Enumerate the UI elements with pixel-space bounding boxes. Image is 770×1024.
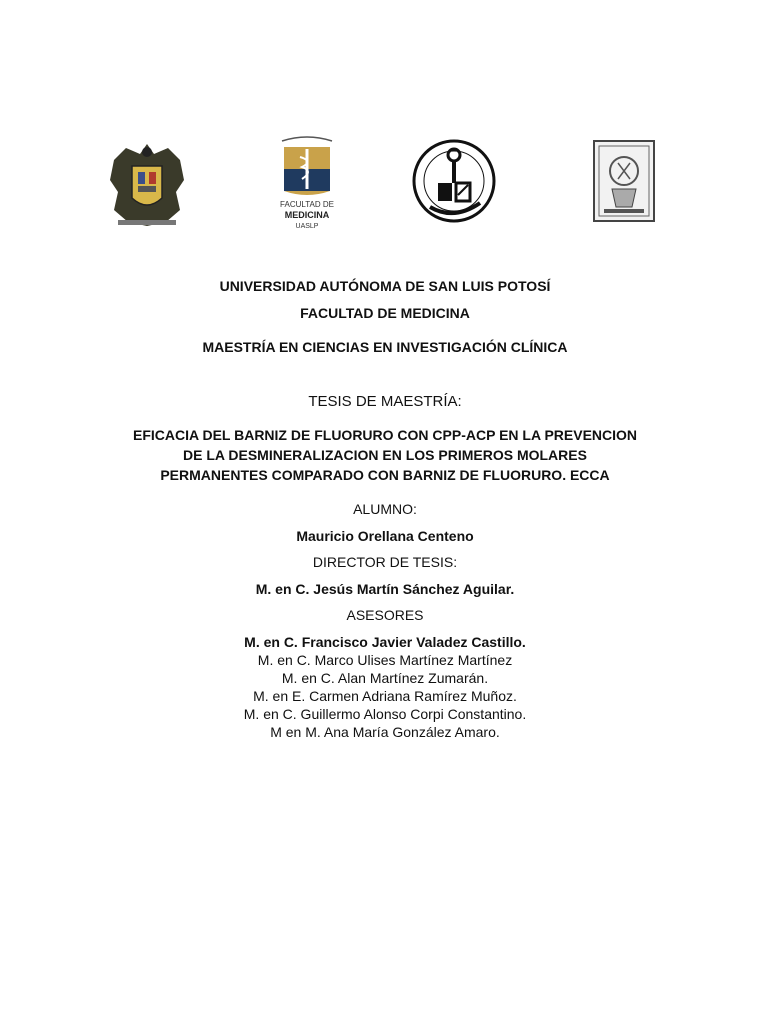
med-logo-line2: MEDICINA xyxy=(284,210,330,220)
mcic-program-logo xyxy=(410,137,498,225)
university-name: UNIVERSIDAD AUTÓNOMA DE SAN LUIS POTOSÍ xyxy=(219,278,551,294)
logo-row xyxy=(0,135,770,235)
director-label: DIRECTOR DE TESIS: xyxy=(312,554,458,570)
program-name: MAESTRÍA EN CIENCIAS EN INVESTIGACIÓN CLÍNICA xyxy=(202,339,568,355)
uaslp-crest-logo xyxy=(108,140,186,228)
advisor-name: M en M. Ana María González Amaro. xyxy=(270,724,500,740)
faculty-name: FACULTAD DE MEDICINA xyxy=(300,305,470,321)
advisors-label: ASESORES xyxy=(346,607,424,623)
thesis-title-line: PERMANENTES COMPARADO CON BARNIZ DE FLUORURO. ECCA xyxy=(160,467,610,483)
facultad-medicina-logo xyxy=(272,135,342,230)
student-label: ALUMNO: xyxy=(353,501,417,517)
advisor-name: M. en C. Marco Ulises Martínez Martínez xyxy=(257,652,513,668)
advisor-name: M. en C. Alan Martínez Zumarán. xyxy=(281,670,489,686)
director-name: M. en C. Jesús Martín Sánchez Aguilar. xyxy=(255,581,515,597)
med-logo-line1: FACULTAD DE xyxy=(280,200,334,209)
med-logo-line3: UASLP xyxy=(295,223,319,230)
thesis-type-label: TESIS DE MAESTRÍA: xyxy=(308,393,462,410)
advisor-name: M. en C. Francisco Javier Valadez Castillo. xyxy=(244,634,526,650)
advisor-name: M. en E. Carmen Adriana Ramírez Muñoz. xyxy=(253,688,517,704)
university-seal-logo xyxy=(590,137,658,225)
thesis-title-line: DE LA DESMINERALIZACION EN LOS PRIMEROS MOLARES xyxy=(183,447,587,463)
advisor-name: M. en C. Guillermo Alonso Corpi Constantino. xyxy=(243,706,527,722)
student-name: Mauricio Orellana Centeno xyxy=(296,528,474,544)
thesis-title-line: EFICACIA DEL BARNIZ DE FLUORURO CON CPP-ACP EN LA PREVENCION xyxy=(132,427,638,443)
